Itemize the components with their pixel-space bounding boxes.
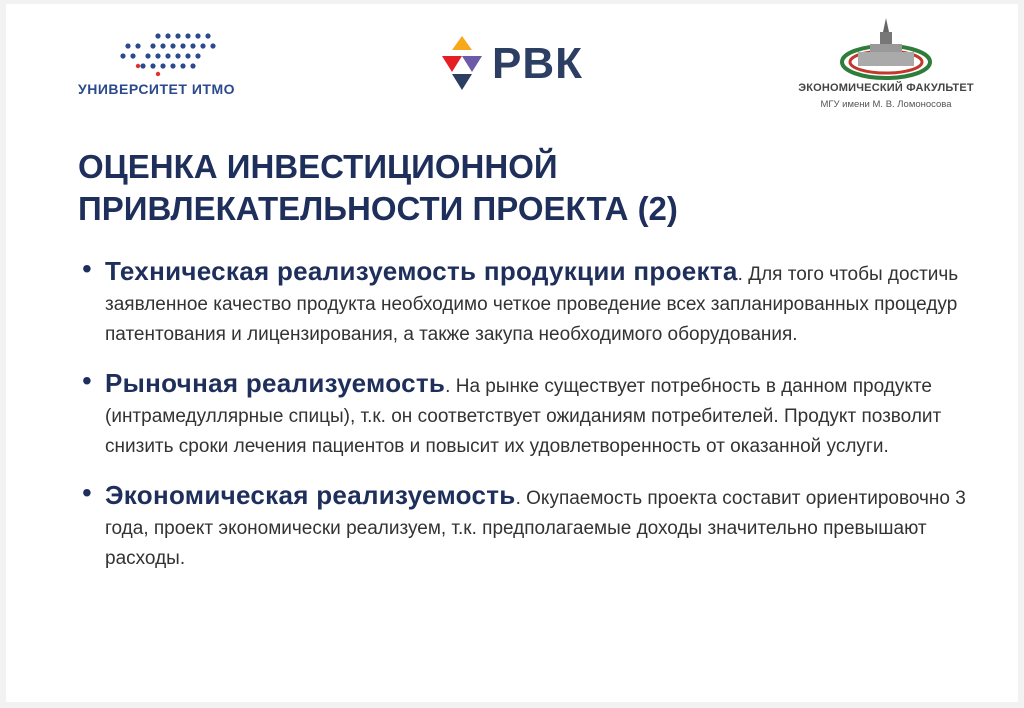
itmo-logo-text: УНИВЕРСИТЕТ ИТМО <box>78 81 235 97</box>
msu-faculty-name: ЭКОНОМИЧЕСКИЙ ФАКУЛЬТЕТ <box>798 82 974 94</box>
bullet-text: . Окупаемость проекта составит ориентировочно 3 года, проект экономически реализуем, т.к. предполагаемые доходы значительно превышают расходы. <box>105 488 966 569</box>
slide <box>6 4 1018 702</box>
bullet-text: . Для того чтобы достичь заявленное качество продукта необходимо четкое проведение всех запланированных процедур патентования и лицензирования, а также закупа необходимого оборудования. <box>105 264 959 345</box>
bullet-heading: Техническая реализуемость продукции проекта <box>105 256 738 286</box>
bullet-dot-icon: • <box>82 365 92 396</box>
bullet-dot-icon: • <box>82 253 92 284</box>
rvk-logo <box>438 36 598 96</box>
bullet-market <box>78 365 978 462</box>
bullet-heading: Рыночная реализуемость <box>105 368 446 398</box>
slide-title <box>78 146 958 230</box>
slide-title-line-1: ОЦЕНКА ИНВЕСТИЦИОННОЙ <box>78 148 558 185</box>
bullet-economic <box>78 477 978 574</box>
itmo-logo <box>78 30 268 104</box>
rvk-logo-text: РВК <box>492 39 583 88</box>
bullet-list <box>78 253 978 592</box>
bullet-heading: Экономическая реализуемость <box>105 480 516 510</box>
bullet-text: . На рынке существует потребность в данном продукте (интрамедуллярные спицы), т.к. он соответствует ожиданиям потребителей. Продукт позволит снизить сроки лечения пациентов и повысит их удовлетворенность от оказанной услуги. <box>105 376 942 457</box>
slide-title-line-2: ПРИВЛЕКАТЕЛЬНОСТИ ПРОЕКТА (2) <box>78 190 678 227</box>
itmo-dots-icon <box>118 30 218 78</box>
bullet-technical <box>78 253 978 350</box>
msu-university-name: МГУ имени М. В. Ломоносова <box>820 99 952 110</box>
msu-logo <box>786 18 986 118</box>
msu-building-emblem-icon <box>836 18 936 84</box>
bullet-dot-icon: • <box>82 477 92 508</box>
rvk-triangle-icon <box>438 36 486 92</box>
